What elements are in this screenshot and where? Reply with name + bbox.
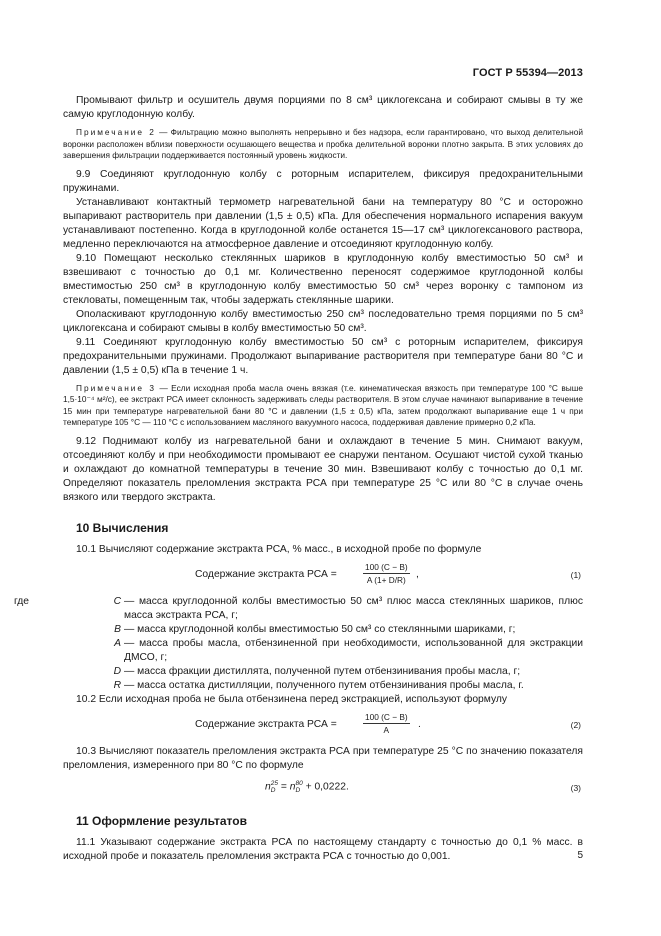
definition-symbol: R xyxy=(113,679,121,691)
formula-3-indices-right xyxy=(295,780,302,794)
formula-3-sub-left: D xyxy=(270,786,276,794)
page-body xyxy=(14,94,583,864)
definition-text: — масса пробы масла, отбензиненной при необходимости, использованной для экстракции ДМСО, г; xyxy=(124,637,583,663)
formula-3-sup-left: 25 xyxy=(270,779,278,787)
paragraph-10-2: 10.2 Если исходная проба не была отбензинена перед экстракцией, используют формулу xyxy=(76,693,508,705)
formula-1-lhs: Содержание экстракта РСА = xyxy=(195,568,337,580)
page-number: 5 xyxy=(577,850,583,861)
formula-2-numerator: 100 (C − B) xyxy=(365,711,408,722)
paragraph-10-1: 10.1 Вычисляют содержание экстракта РСА, % масс., в исходной пробе по формуле xyxy=(76,543,482,555)
paragraph-9-10: 9.10 Помещают несколько стеклянных шариков в круглодонную колбу вместимостью 50 см³ и взвешивают с точностью до 0,1 мг. Количественно переносят содержимое круглодонной колбы вместимостью 250 см³ в круглодонную колбу вместимостью 50 см³ через воронку с тампоном из стекловаты, помещенным так, чтобы задержать стеклянные шарики. xyxy=(63,252,583,306)
definition-row xyxy=(63,679,583,693)
formula-1-denominator: A (1+ D/R) xyxy=(366,574,406,585)
formula-1 xyxy=(63,561,583,591)
section-11-title: 11 Оформление результатов xyxy=(76,813,247,828)
formula-1-tail: , xyxy=(416,568,419,580)
definition-row xyxy=(14,595,583,623)
formula-1-numerator: 100 (C − B) xyxy=(365,561,408,572)
definition-text: — масса фракции дистиллята, полученной путем отбензинивания пробы масла, г; xyxy=(124,665,521,677)
note-3-label: Примечание 3 xyxy=(76,382,157,393)
definition-text: — масса круглодонной колбы вместимостью 50 см³ со стеклянными шариками, г; xyxy=(124,623,516,635)
formula-1-fraction xyxy=(363,561,410,586)
note-3-text: — Если исходная проба масла очень вязкая (т.е. кинематическая вязкость при температуре 100 °С выше 1,5·10⁻⁴ м²/с), ее экстракт РСА имеет склонность задерживать следы растворителя. В этом случае начинают выпаривание в течение 15 мин при температуре нагревательной бани 80 °С и давлении (1,5 ± 0,5) кПа, затем продолжают выпаривание еще 1 ч при температуре 105 °С — 110 °С с использованием масляного вакуумного насоса, поддерживая давление примерно 0,2 кПа. xyxy=(63,382,583,427)
formula-2-lhs: Содержание экстракта РСА = xyxy=(195,718,337,730)
note-2-text: — Фильтрацию можно выполнять непрерывно и без надзора, если гарантировано, что выход делительной воронки расположен вблизи поверхности осушающего вещества и пробка делительной воронки плотно закрыта. В этих условиях до завершения фильтрации поддерживается постоянный уровень жидкости. xyxy=(63,127,583,160)
paragraph-filter-rinse: Промывают фильтр и осушитель двумя порциями по 8 см³ циклогексана и собирают смывы в ту же самую круглодонную колбу. xyxy=(63,95,583,120)
paragraph-9-9-evaporation: Устанавливают контактный термометр нагревательной бани на температуру 80 °С и осторожно выпаривают растворитель при давлении (1,5 ± 0,5) кПа. Для обеспечения нормального испарения вакуум устанавливают постепенно. Когда в круглодонной колбе останется 15—17 см³ циклогексанового раствора, медленно переключаются на атмосферное давление и отсоединяют круглодонную колбу. xyxy=(63,196,583,250)
definition-text: — масса круглодонной колбы вместимостью 50 см³ плюс масса стеклянных шариков, плюс масса экстракта РСА, г; xyxy=(124,595,583,621)
formula-2 xyxy=(63,711,583,741)
formula-3-number: (3) xyxy=(570,782,581,793)
definition-row xyxy=(63,623,583,637)
formula-3 xyxy=(63,776,583,798)
formula-2-denominator: A xyxy=(383,724,390,735)
standard-header: ГОСТ Р 55394—2013 xyxy=(472,67,583,79)
note-3 xyxy=(63,383,583,429)
formula-3-n-right: n xyxy=(289,781,296,793)
formula-2-fraction xyxy=(363,711,410,736)
paragraph-10-3: 10.3 Вычисляют показатель преломления экстракта РСА при температуре 25 °С по значению показателя преломления, измеренного при 80 °С по формуле xyxy=(63,745,583,771)
section-10-title: 10 Вычисления xyxy=(76,520,169,535)
paragraph-9-12: 9.12 Поднимают колбу из нагревательной бани и охлаждают в течение 5 мин. Снимают вакуум, отсоединяют колбу и при необходимости промывают ее снаружи пентаном. Осушают чистой сухой тканью и охлаждают до комнатной температуры в течение 30 мин. Взвешивают колбу с точностью до 0,1 мг. Определяют показатель преломления экстракта РСА при температуре 25 °С или 80 °С в случае очень вязкого или твердого экстракта. xyxy=(63,435,583,503)
definition-symbol: B xyxy=(114,623,121,635)
definition-symbol: D xyxy=(113,665,121,677)
formula-3-rest: + 0,0222. xyxy=(305,781,349,793)
formula-3-expression xyxy=(265,780,349,795)
formula-3-sub-right: D xyxy=(295,786,301,794)
formula-3-n-left: n xyxy=(265,781,271,793)
note-2-label: Примечание 2 xyxy=(76,127,156,137)
formula-3-equals: = xyxy=(280,781,287,793)
note-2 xyxy=(63,127,583,162)
paragraph-11-1: 11.1 Указывают содержание экстракта РСА по настоящему стандарту с точностью до 0,1 % масс. в исходной пробе и показатель преломления экстракта РСА с точностью до 0,001. xyxy=(63,836,583,862)
definition-row xyxy=(63,665,583,679)
formula-2-tail: . xyxy=(418,718,421,730)
paragraph-9-10-rinse: Ополаскивают круглодонную колбу вместимостью 250 см³ последовательно тремя порциями по 5 см³ циклогексана и собирают смывы в колбу вместимостью 50 см³. xyxy=(63,308,583,334)
definition-text: — масса остатка дистилляции, полученного путем отбензинивания пробы масла, г. xyxy=(124,679,524,691)
formula-3-indices-left xyxy=(271,780,278,794)
paragraph-9-9: 9.9 Соединяют круглодонную колбу с роторным испарителем, фиксируя предохранительными пружинами. xyxy=(63,168,583,194)
variable-definitions xyxy=(14,595,583,693)
paragraph-9-11: 9.11 Соединяют круглодонную колбу вместимостью 50 см³ с роторным испарителем, фиксируя предохранительными пружинами. Продолжают выпаривание растворителя при температуре бани 80 °С и давлении (1,5 ± 0,5) кПа в течение 1 ч. xyxy=(63,336,583,376)
definition-symbol: A xyxy=(114,637,121,649)
formula-1-number: (1) xyxy=(570,569,581,580)
formula-2-number: (2) xyxy=(570,719,581,730)
formula-3-sup-right: 80 xyxy=(295,779,303,787)
where-label: где xyxy=(14,595,30,607)
definition-row xyxy=(63,637,583,665)
definition-symbol: C xyxy=(113,595,121,607)
